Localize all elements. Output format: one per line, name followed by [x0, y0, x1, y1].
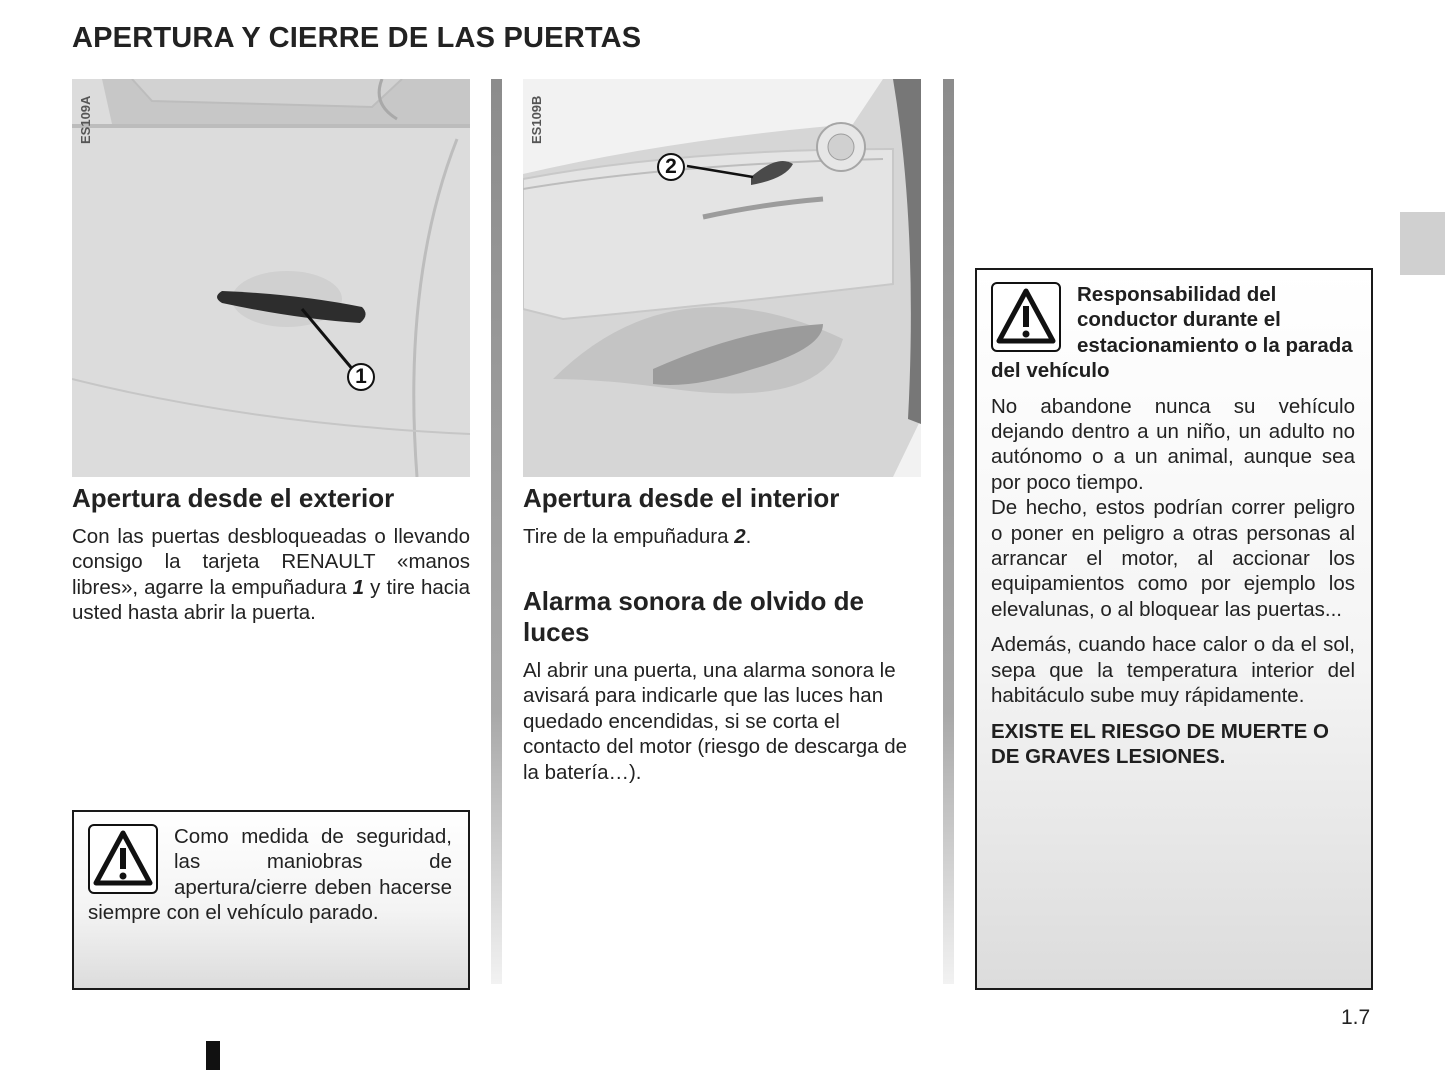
reference-number: 2 [734, 525, 746, 548]
figure-code: ES109A [78, 95, 93, 145]
page-number: 1.7 [1341, 1006, 1371, 1029]
callout-marker: 2 [657, 153, 685, 181]
warning-paragraph: Además, cuando hace calor o da el sol, sepa que la temperatura interior del habitáculo sube muy rápidamente. [991, 633, 1355, 708]
section-heading-lights-alarm: Alarma sonora de olvido de luces [523, 586, 864, 647]
warning-paragraph: No abandone nunca su vehículo dejando dentro a un niño, un adulto no autónomo o a un animal, aunque sea por poco tiempo. [991, 394, 1355, 494]
text-fragment: y tire hacia usted hasta abrir la puerta. [72, 575, 470, 625]
safety-warning-box [72, 810, 470, 990]
text-fragment: Tire de la empuñadura [523, 525, 735, 548]
lights-alarm-text: Al abrir una puerta, una alarma sonora le avisará para indicarle que las luces han quedado encendidas, si se corta el contacto del motor (riesgo de descarga de la batería…). [523, 659, 908, 784]
callout-marker: 1 [347, 363, 375, 391]
warning-triangle-icon [991, 282, 1061, 352]
interior-door-figure [523, 79, 921, 477]
text-fragment: . [745, 525, 752, 548]
figure-code: ES109B [529, 95, 544, 145]
warning-triangle-icon [88, 824, 158, 894]
section-heading-exterior: Apertura desde el exterior [72, 483, 395, 513]
text-fragment: Con las puertas desbloqueadas o llevando consigo la tarjeta RENAULT «manos libres», agarre la empuñadura [72, 525, 470, 599]
exterior-door-figure [72, 79, 470, 477]
safety-warning-text: Como medida de seguridad, las maniobras de apertura/cierre deben hacerse siempre con el vehículo parado. [88, 825, 452, 925]
chapter-tab [1400, 212, 1445, 275]
column-divider-2 [943, 79, 954, 984]
column-divider-1 [491, 79, 502, 984]
warning-paragraph: De hecho, estos podrían correr peligro o poner en peligro a otras personas al arrancar el motor, al accionar los equipamientos como por ejemplo los elevalunas, o al bloquear las puertas... [991, 496, 1355, 621]
reference-number: 1 [352, 575, 365, 599]
driver-responsibility-warning-box [975, 268, 1373, 990]
exterior-opening-text [72, 524, 470, 626]
interior-door-illustration [523, 79, 921, 477]
warning-emphasis: EXISTE EL RIESGO DE MUERTE O DE GRAVES LESIONES. [991, 719, 1329, 768]
exterior-door-illustration [72, 79, 470, 477]
interior-opening-text [523, 524, 921, 549]
section-heading-interior: Apertura desde el interior [523, 483, 840, 513]
warning-title: Responsabilidad del conductor durante el estacionamiento o la parada del vehículo [991, 283, 1353, 383]
page-title: APERTURA Y CIERRE DE LAS PUERTAS [72, 22, 642, 54]
print-mark [206, 1041, 220, 1070]
